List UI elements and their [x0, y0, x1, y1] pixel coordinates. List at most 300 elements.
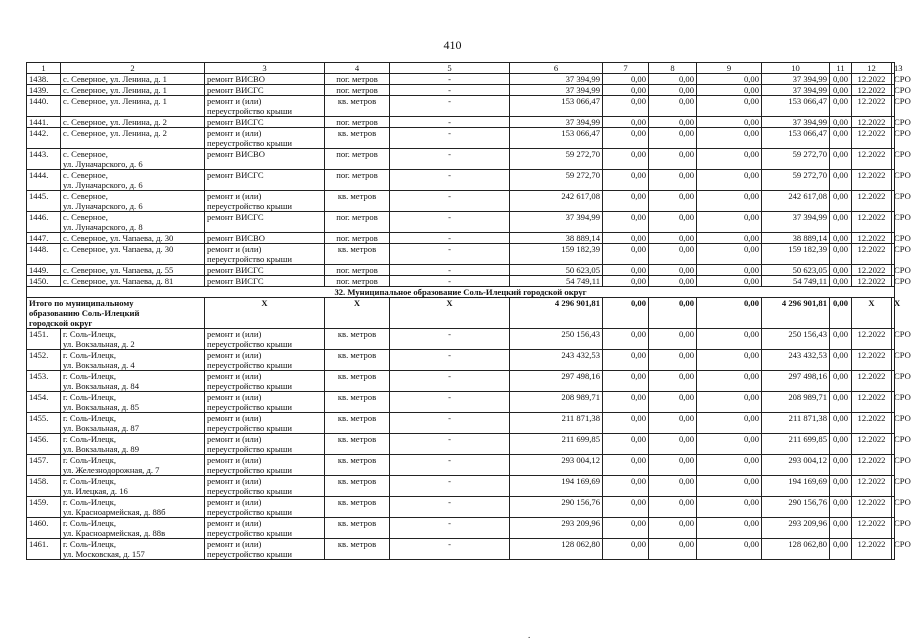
col6-cell: -: [390, 518, 510, 539]
col12-cell: 0,00: [830, 476, 852, 497]
col6-cell: -: [390, 350, 510, 371]
date-cell: 12.2022: [852, 233, 892, 244]
total-col6: X: [390, 298, 510, 329]
date-cell: 12.2022: [852, 96, 892, 117]
table-row: [27, 455, 895, 476]
col8-cell: 0,00: [603, 539, 649, 560]
col9-cell: 0,00: [649, 233, 697, 244]
col12-cell: 0,00: [830, 74, 852, 85]
work-type-cell-line: ремонт и (или): [207, 434, 262, 444]
address-cell-line: с. Северное, ул. Чапаева, д. 81: [63, 276, 174, 286]
date-cell: 12.2022: [852, 434, 892, 455]
work-type-cell: [205, 476, 325, 497]
total-cost-cell: 242 617,08: [510, 191, 603, 212]
col11-cell: 37 394,99: [762, 85, 830, 96]
work-type-cell-line: ремонт и (или): [207, 497, 262, 507]
unit-cell: кв. метров: [325, 96, 390, 117]
col9-cell: 0,00: [649, 539, 697, 560]
col10-cell: 0,00: [697, 276, 762, 287]
col11-cell: 54 749,11: [762, 276, 830, 287]
col8-cell: 0,00: [603, 85, 649, 96]
row-number: 1452.: [27, 350, 61, 371]
row-number: 1446.: [27, 212, 61, 233]
source-cell: СРО: [892, 371, 895, 392]
address-cell-line: ул. Вокзальная, д. 85: [63, 402, 140, 412]
col9-cell: 0,00: [649, 276, 697, 287]
header-cell: 2: [61, 63, 205, 74]
header-cell: 6: [510, 63, 603, 74]
date-cell: 12.2022: [852, 85, 892, 96]
table-row: [27, 518, 895, 539]
col10-cell: 0,00: [697, 476, 762, 497]
col11-cell: 293 209,96: [762, 518, 830, 539]
unit-cell: пог. метров: [325, 149, 390, 170]
total-cost-cell: 290 156,76: [510, 497, 603, 518]
unit-cell: кв. метров: [325, 350, 390, 371]
address-cell: [61, 85, 205, 96]
address-cell-line: ул. Вокзальная, д. 89: [63, 444, 140, 454]
col9-cell: 0,00: [649, 212, 697, 233]
work-type-cell: [205, 212, 325, 233]
col11-cell: 38 889,14: [762, 233, 830, 244]
address-cell: [61, 233, 205, 244]
work-type-cell: [205, 191, 325, 212]
work-type-cell: [205, 128, 325, 149]
table-row: [27, 413, 895, 434]
unit-cell: кв. метров: [325, 371, 390, 392]
address-cell: [61, 128, 205, 149]
work-type-cell: [205, 276, 325, 287]
address-cell-line: г. Соль-Илецк,: [63, 539, 117, 549]
work-type-cell: [205, 539, 325, 560]
col10-cell: 0,00: [697, 497, 762, 518]
col9-cell: 0,00: [649, 117, 697, 128]
total-col14: X: [892, 298, 895, 329]
col12-cell: 0,00: [830, 85, 852, 96]
work-type-cell-line: переустройство крыши: [207, 201, 292, 211]
col6-cell: -: [390, 276, 510, 287]
source-cell: СРО: [892, 434, 895, 455]
table-row: [27, 170, 895, 191]
total-cost-cell: 153 066,47: [510, 96, 603, 117]
total-cost-cell: 159 182,39: [510, 244, 603, 265]
col11-cell: 59 272,70: [762, 149, 830, 170]
date-cell: 12.2022: [852, 212, 892, 233]
address-cell-line: ул. Луначарского, д. 6: [63, 201, 143, 211]
col6-cell: -: [390, 392, 510, 413]
work-type-cell-line: ремонт и (или): [207, 191, 262, 201]
address-cell-line: ул. Луначарского, д. 8: [63, 222, 143, 232]
source-cell: СРО: [892, 455, 895, 476]
unit-cell: пог. метров: [325, 74, 390, 85]
col8-cell: 0,00: [603, 74, 649, 85]
table-row: [27, 476, 895, 497]
col11-cell: 59 272,70: [762, 170, 830, 191]
date-cell: 12.2022: [852, 128, 892, 149]
address-cell-line: ул. Красноармейская, д. 88б: [63, 507, 166, 517]
total-cost-cell: 250 156,43: [510, 329, 603, 350]
source-cell: СРО: [892, 350, 895, 371]
header-cell: 3: [205, 63, 325, 74]
row-number: 1438.: [27, 74, 61, 85]
date-cell: 12.2022: [852, 117, 892, 128]
total-col12: 0,00: [830, 298, 852, 329]
section-row: [27, 287, 895, 298]
table-row: [27, 85, 895, 96]
row-number: 1459.: [27, 497, 61, 518]
row-number: 1457.: [27, 455, 61, 476]
date-cell: 12.2022: [852, 74, 892, 85]
unit-cell: кв. метров: [325, 434, 390, 455]
address-cell-line: г. Соль-Илецк,: [63, 497, 117, 507]
table-row: [27, 329, 895, 350]
unit-cell: кв. метров: [325, 476, 390, 497]
table-row: [27, 74, 895, 85]
total-label: [27, 298, 205, 329]
source-cell: СРО: [892, 85, 895, 96]
unit-cell: пог. метров: [325, 170, 390, 191]
col10-cell: 0,00: [697, 371, 762, 392]
table-row: [27, 265, 895, 276]
work-type-cell: [205, 117, 325, 128]
table-row: [27, 350, 895, 371]
date-cell: 12.2022: [852, 371, 892, 392]
total-col11: 4 296 901,81: [762, 298, 830, 329]
work-type-cell-line: ремонт ВИСВО: [207, 74, 265, 84]
work-type-cell-line: ремонт и (или): [207, 413, 262, 423]
row-number: 1441.: [27, 117, 61, 128]
date-cell: 12.2022: [852, 276, 892, 287]
work-type-cell-line: ремонт и (или): [207, 371, 262, 381]
source-cell: СРО: [892, 518, 895, 539]
address-cell-line: ул. Вокзальная, д. 2: [63, 339, 135, 349]
date-cell: 12.2022: [852, 244, 892, 265]
col6-cell: -: [390, 233, 510, 244]
col10-cell: 0,00: [697, 455, 762, 476]
date-cell: 12.2022: [852, 191, 892, 212]
col10-cell: 0,00: [697, 413, 762, 434]
work-type-cell: [205, 170, 325, 191]
row-number: 1451.: [27, 329, 61, 350]
col11-cell: 153 066,47: [762, 96, 830, 117]
col10-cell: 0,00: [697, 149, 762, 170]
work-type-cell-line: ремонт ВИСГС: [207, 276, 264, 286]
address-cell-line: с. Северное,: [63, 170, 108, 180]
table-row: [27, 392, 895, 413]
col12-cell: 0,00: [830, 329, 852, 350]
total-cost-cell: 38 889,14: [510, 233, 603, 244]
address-cell-line: ул. Илецкая, д. 16: [63, 486, 128, 496]
col8-cell: 0,00: [603, 244, 649, 265]
col11-cell: 250 156,43: [762, 329, 830, 350]
address-cell: [61, 244, 205, 265]
work-type-cell-line: ремонт и (или): [207, 96, 262, 106]
date-cell: 12.2022: [852, 265, 892, 276]
work-type-cell: [205, 518, 325, 539]
address-cell: [61, 476, 205, 497]
col11-cell: 37 394,99: [762, 212, 830, 233]
col8-cell: 0,00: [603, 117, 649, 128]
address-cell: [61, 74, 205, 85]
address-cell: [61, 329, 205, 350]
work-type-cell: [205, 265, 325, 276]
col11-cell: 37 394,99: [762, 74, 830, 85]
address-cell-line: с. Северное,: [63, 212, 108, 222]
col12-cell: 0,00: [830, 518, 852, 539]
work-type-cell-line: переустройство крыши: [207, 339, 292, 349]
work-type-cell: [205, 233, 325, 244]
col9-cell: 0,00: [649, 413, 697, 434]
footer-mark: .: [528, 630, 531, 640]
source-cell: СРО: [892, 96, 895, 117]
source-cell: СРО: [892, 74, 895, 85]
row-number: 1443.: [27, 149, 61, 170]
col6-cell: -: [390, 434, 510, 455]
work-type-cell-line: переустройство крыши: [207, 549, 292, 559]
total-cost-cell: 208 989,71: [510, 392, 603, 413]
header-cell: 9: [697, 63, 762, 74]
date-cell: 12.2022: [852, 392, 892, 413]
col8-cell: 0,00: [603, 233, 649, 244]
source-cell: СРО: [892, 392, 895, 413]
row-number: 1444.: [27, 170, 61, 191]
address-cell-line: с. Северное,: [63, 149, 108, 159]
col8-cell: 0,00: [603, 96, 649, 117]
work-type-cell: [205, 244, 325, 265]
work-type-cell-line: ремонт и (или): [207, 539, 262, 549]
address-cell: [61, 497, 205, 518]
col6-cell: -: [390, 85, 510, 96]
col11-cell: 50 623,05: [762, 265, 830, 276]
col8-cell: 0,00: [603, 329, 649, 350]
source-cell: СРО: [892, 265, 895, 276]
header-row: [27, 63, 895, 74]
address-cell-line: с. Северное, ул. Ленина, д. 2: [63, 117, 167, 127]
work-type-cell-line: ремонт и (или): [207, 128, 262, 138]
col12-cell: 0,00: [830, 350, 852, 371]
address-cell: [61, 170, 205, 191]
source-cell: СРО: [892, 170, 895, 191]
header-cell: 12: [852, 63, 892, 74]
col11-cell: 208 989,71: [762, 392, 830, 413]
work-type-cell-line: ремонт ВИСГС: [207, 212, 264, 222]
col12-cell: 0,00: [830, 244, 852, 265]
unit-cell: пог. метров: [325, 117, 390, 128]
work-type-cell-line: переустройство крыши: [207, 106, 292, 116]
col8-cell: 0,00: [603, 350, 649, 371]
col6-cell: -: [390, 74, 510, 85]
col8-cell: 0,00: [603, 413, 649, 434]
address-cell: [61, 392, 205, 413]
work-type-cell: [205, 85, 325, 96]
col10-cell: 0,00: [697, 265, 762, 276]
work-type-cell-line: ремонт ВИСГС: [207, 117, 264, 127]
address-cell-line: ул. Луначарского, д. 6: [63, 159, 143, 169]
row-number: 1448.: [27, 244, 61, 265]
col10-cell: 0,00: [697, 539, 762, 560]
address-cell-line: г. Соль-Илецк,: [63, 329, 117, 339]
header-cell: 11: [830, 63, 852, 74]
repair-program-table: [26, 62, 911, 560]
row-number: 1442.: [27, 128, 61, 149]
work-type-cell: [205, 149, 325, 170]
col12-cell: 0,00: [830, 413, 852, 434]
unit-cell: кв. метров: [325, 191, 390, 212]
address-cell-line: г. Соль-Илецк,: [63, 392, 117, 402]
address-cell: [61, 117, 205, 128]
col10-cell: 0,00: [697, 233, 762, 244]
col12-cell: 0,00: [830, 371, 852, 392]
total-cost-cell: 211 699,85: [510, 434, 603, 455]
col6-cell: -: [390, 476, 510, 497]
col10-cell: 0,00: [697, 117, 762, 128]
col10-cell: 0,00: [697, 212, 762, 233]
col11-cell: 293 004,12: [762, 455, 830, 476]
unit-cell: пог. метров: [325, 233, 390, 244]
header-cell: 4: [325, 63, 390, 74]
col12-cell: 0,00: [830, 117, 852, 128]
col9-cell: 0,00: [649, 85, 697, 96]
address-cell-line: ул. Вокзальная, д. 84: [63, 381, 140, 391]
work-type-cell: [205, 497, 325, 518]
address-cell: [61, 539, 205, 560]
col11-cell: 290 156,76: [762, 497, 830, 518]
address-cell: [61, 96, 205, 117]
source-cell: СРО: [892, 413, 895, 434]
col9-cell: 0,00: [649, 518, 697, 539]
total-col7: 4 296 901,81: [510, 298, 603, 329]
address-cell-line: г. Соль-Илецк,: [63, 476, 117, 486]
source-cell: СРО: [892, 476, 895, 497]
address-cell-line: с. Северное, ул. Чапаева, д. 55: [63, 265, 174, 275]
total-col5: X: [325, 298, 390, 329]
total-col13: X: [852, 298, 892, 329]
total-col3: X: [205, 298, 325, 329]
work-type-cell: [205, 455, 325, 476]
table-row: [27, 276, 895, 287]
total-col9: 0,00: [649, 298, 697, 329]
col9-cell: 0,00: [649, 371, 697, 392]
total-label-line: городской округ: [29, 318, 93, 328]
col8-cell: 0,00: [603, 476, 649, 497]
row-number: 1439.: [27, 85, 61, 96]
col6-cell: -: [390, 329, 510, 350]
address-cell-line: ул. Красноармейская, д. 88в: [63, 528, 166, 538]
work-type-cell-line: переустройство крыши: [207, 423, 292, 433]
col12-cell: 0,00: [830, 96, 852, 117]
work-type-cell-line: ремонт и (или): [207, 476, 262, 486]
col12-cell: 0,00: [830, 191, 852, 212]
source-cell: СРО: [892, 128, 895, 149]
table-row: [27, 371, 895, 392]
col9-cell: 0,00: [649, 476, 697, 497]
date-cell: 12.2022: [852, 455, 892, 476]
work-type-cell: [205, 392, 325, 413]
col11-cell: 242 617,08: [762, 191, 830, 212]
col9-cell: 0,00: [649, 265, 697, 276]
total-cost-cell: 54 749,11: [510, 276, 603, 287]
address-cell-line: с. Северное, ул. Ленина, д. 1: [63, 96, 167, 106]
address-cell-line: с. Северное, ул. Ленина, д. 1: [63, 74, 167, 84]
col12-cell: 0,00: [830, 455, 852, 476]
total-cost-cell: 37 394,99: [510, 74, 603, 85]
col9-cell: 0,00: [649, 350, 697, 371]
col9-cell: 0,00: [649, 244, 697, 265]
col10-cell: 0,00: [697, 191, 762, 212]
table-row: [27, 128, 895, 149]
col9-cell: 0,00: [649, 74, 697, 85]
col6-cell: -: [390, 497, 510, 518]
unit-cell: пог. метров: [325, 265, 390, 276]
col10-cell: 0,00: [697, 170, 762, 191]
work-type-cell: [205, 413, 325, 434]
work-type-cell-line: ремонт и (или): [207, 392, 262, 402]
col8-cell: 0,00: [603, 212, 649, 233]
col11-cell: 159 182,39: [762, 244, 830, 265]
address-cell-line: ул. Вокзальная, д. 87: [63, 423, 140, 433]
source-cell: СРО: [892, 117, 895, 128]
address-cell: [61, 518, 205, 539]
work-type-cell-line: ремонт и (или): [207, 350, 262, 360]
col6-cell: -: [390, 455, 510, 476]
col6-cell: -: [390, 149, 510, 170]
unit-cell: кв. метров: [325, 128, 390, 149]
work-type-cell-line: ремонт и (или): [207, 244, 262, 254]
address-cell-line: с. Северное, ул. Ленина, д. 2: [63, 128, 167, 138]
address-cell: [61, 371, 205, 392]
col9-cell: 0,00: [649, 392, 697, 413]
col6-cell: -: [390, 96, 510, 117]
address-cell-line: г. Соль-Илецк,: [63, 413, 117, 423]
work-type-cell-line: переустройство крыши: [207, 486, 292, 496]
work-type-cell-line: переустройство крыши: [207, 381, 292, 391]
total-cost-cell: 243 432,53: [510, 350, 603, 371]
row-number: 1456.: [27, 434, 61, 455]
date-cell: 12.2022: [852, 329, 892, 350]
col6-cell: -: [390, 117, 510, 128]
row-number: 1447.: [27, 233, 61, 244]
address-cell: [61, 149, 205, 170]
total-cost-cell: 293 004,12: [510, 455, 603, 476]
address-cell: [61, 434, 205, 455]
total-cost-cell: 37 394,99: [510, 117, 603, 128]
work-type-cell: [205, 350, 325, 371]
unit-cell: кв. метров: [325, 329, 390, 350]
header-cell: 10: [762, 63, 830, 74]
row-number: 1445.: [27, 191, 61, 212]
total-cost-cell: 50 623,05: [510, 265, 603, 276]
unit-cell: кв. метров: [325, 497, 390, 518]
col11-cell: 243 432,53: [762, 350, 830, 371]
col10-cell: 0,00: [697, 392, 762, 413]
address-cell-line: с. Северное,: [63, 191, 108, 201]
row-number: 1450.: [27, 276, 61, 287]
col12-cell: 0,00: [830, 434, 852, 455]
date-cell: 12.2022: [852, 476, 892, 497]
work-type-cell: [205, 371, 325, 392]
work-type-cell-line: переустройство крыши: [207, 360, 292, 370]
unit-cell: кв. метров: [325, 539, 390, 560]
col8-cell: 0,00: [603, 149, 649, 170]
total-cost-cell: 59 272,70: [510, 149, 603, 170]
col8-cell: 0,00: [603, 276, 649, 287]
col10-cell: 0,00: [697, 434, 762, 455]
col12-cell: 0,00: [830, 233, 852, 244]
col8-cell: 0,00: [603, 128, 649, 149]
address-cell: [61, 276, 205, 287]
unit-cell: кв. метров: [325, 455, 390, 476]
col9-cell: 0,00: [649, 455, 697, 476]
